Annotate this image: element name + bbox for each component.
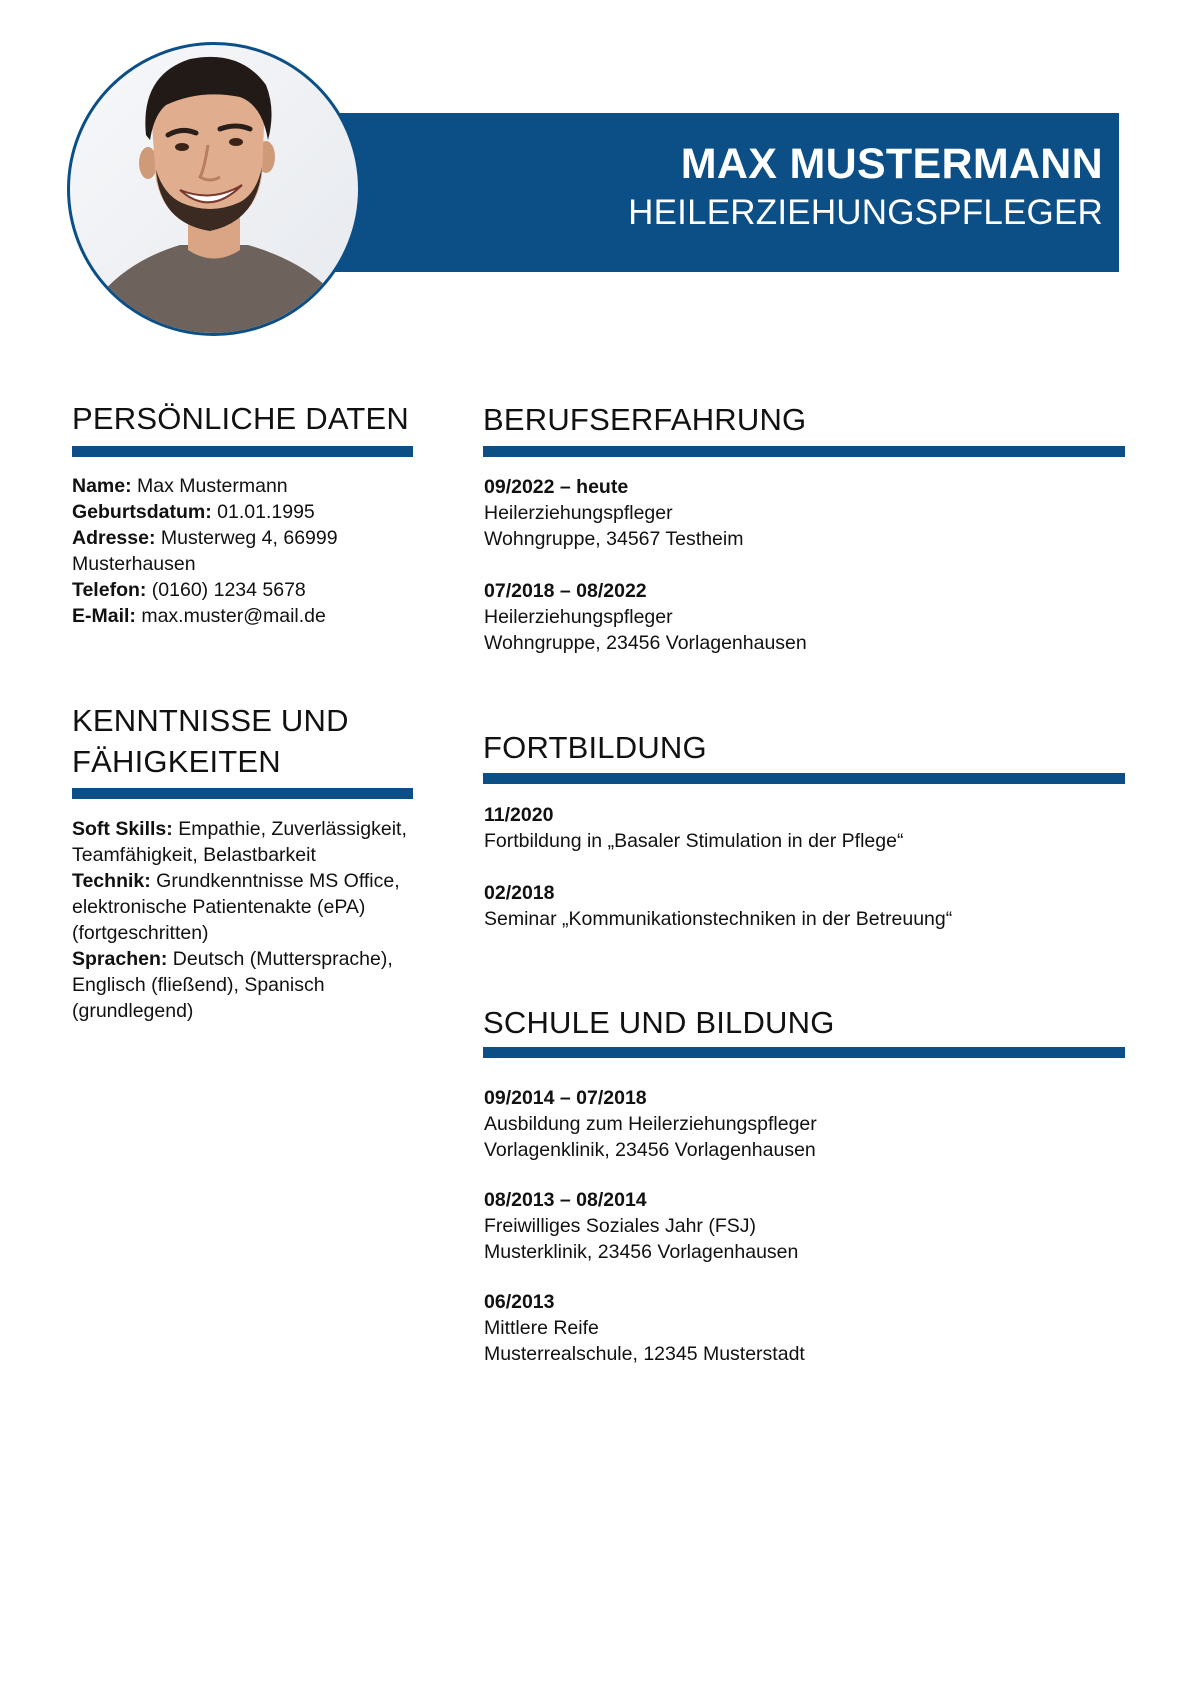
entry-date: 09/2022 – heute [484, 476, 629, 498]
education-entry [484, 1187, 1124, 1265]
experience-entry [484, 578, 1124, 656]
portrait-illustration [70, 45, 358, 333]
personal-field-birthdate: Geburtsdatum: 01.01.1995 [72, 501, 315, 523]
entry-place: Wohngruppe, 23456 Vorlagenhausen [484, 632, 807, 654]
applicant-name: MAX MUSTERMANN [680, 140, 1103, 188]
entry-place: Vorlagenklinik, 23456 Vorlagenhausen [484, 1139, 816, 1161]
skill-soft-skills: Soft Skills: Empathie, Zuverlässigkeit, Teamfähigkeit, Belastbarkeit [72, 818, 407, 866]
training-entry [484, 802, 1124, 854]
education-entry [484, 1085, 1124, 1163]
experience-entry [484, 474, 1124, 552]
entry-date: 09/2014 – 07/2018 [484, 1087, 647, 1109]
job-title: HEILERZIEHUNGSPFLEGER [628, 193, 1103, 232]
skill-sprachen: Sprachen: Deutsch (Muttersprache), Englisch (fließend), Spanisch (grundlegend) [72, 948, 393, 1022]
portrait-photo [67, 42, 361, 336]
personal-data-list [72, 473, 362, 629]
entry-place: Musterklinik, 23456 Vorlagenhausen [484, 1241, 799, 1263]
entry-description: Ausbildung zum Heilerziehungspfleger [484, 1113, 817, 1135]
entry-position: Heilerziehungspfleger [484, 502, 673, 524]
section-divider [483, 446, 1125, 457]
skill-technik: Technik: Grundkenntnisse MS Office, elektronische Patientenakte (ePA) (fortgeschritten) [72, 870, 400, 944]
entry-description: Mittlere Reife [484, 1317, 599, 1339]
personal-field-name: Name: Max Mustermann [72, 475, 288, 497]
entry-place: Wohngruppe, 34567 Testheim [484, 528, 744, 550]
section-title-training: FORTBILDUNG [483, 730, 707, 765]
section-divider [483, 1047, 1125, 1058]
entry-date: 06/2013 [484, 1291, 555, 1313]
section-title-experience: BERUFSERFAHRUNG [483, 402, 807, 437]
education-entry [484, 1289, 1124, 1367]
section-title-education: SCHULE UND BILDUNG [483, 1005, 835, 1040]
entry-position: Heilerziehungspfleger [484, 606, 673, 628]
entry-date: 07/2018 – 08/2022 [484, 580, 647, 602]
skills-list [72, 816, 417, 1024]
section-divider [72, 446, 413, 457]
personal-field-address: Adresse: Musterweg 4, 66999 Musterhausen [72, 527, 338, 575]
entry-date: 11/2020 [484, 804, 554, 826]
section-divider [483, 773, 1125, 784]
section-title-skills: KENNTNISSE UND FÄHIGKEITEN [72, 703, 349, 779]
training-entry [484, 880, 1124, 932]
personal-field-email: E-Mail: max.muster@mail.de [72, 605, 326, 627]
section-divider [72, 788, 413, 799]
entry-description: Freiwilliges Soziales Jahr (FSJ) [484, 1215, 756, 1237]
entry-date: 08/2013 – 08/2014 [484, 1189, 647, 1211]
header-banner [330, 113, 1119, 272]
entry-description: Fortbildung in „Basaler Stimulation in der Pflege“ [484, 830, 904, 852]
entry-description: Seminar „Kommunikationstechniken in der Betreuung“ [484, 908, 953, 930]
entry-place: Musterrealschule, 12345 Musterstadt [484, 1343, 805, 1365]
section-title-personal: PERSÖNLICHE DATEN [72, 401, 409, 436]
personal-field-phone: Telefon: (0160) 1234 5678 [72, 579, 306, 601]
entry-date: 02/2018 [484, 882, 555, 904]
